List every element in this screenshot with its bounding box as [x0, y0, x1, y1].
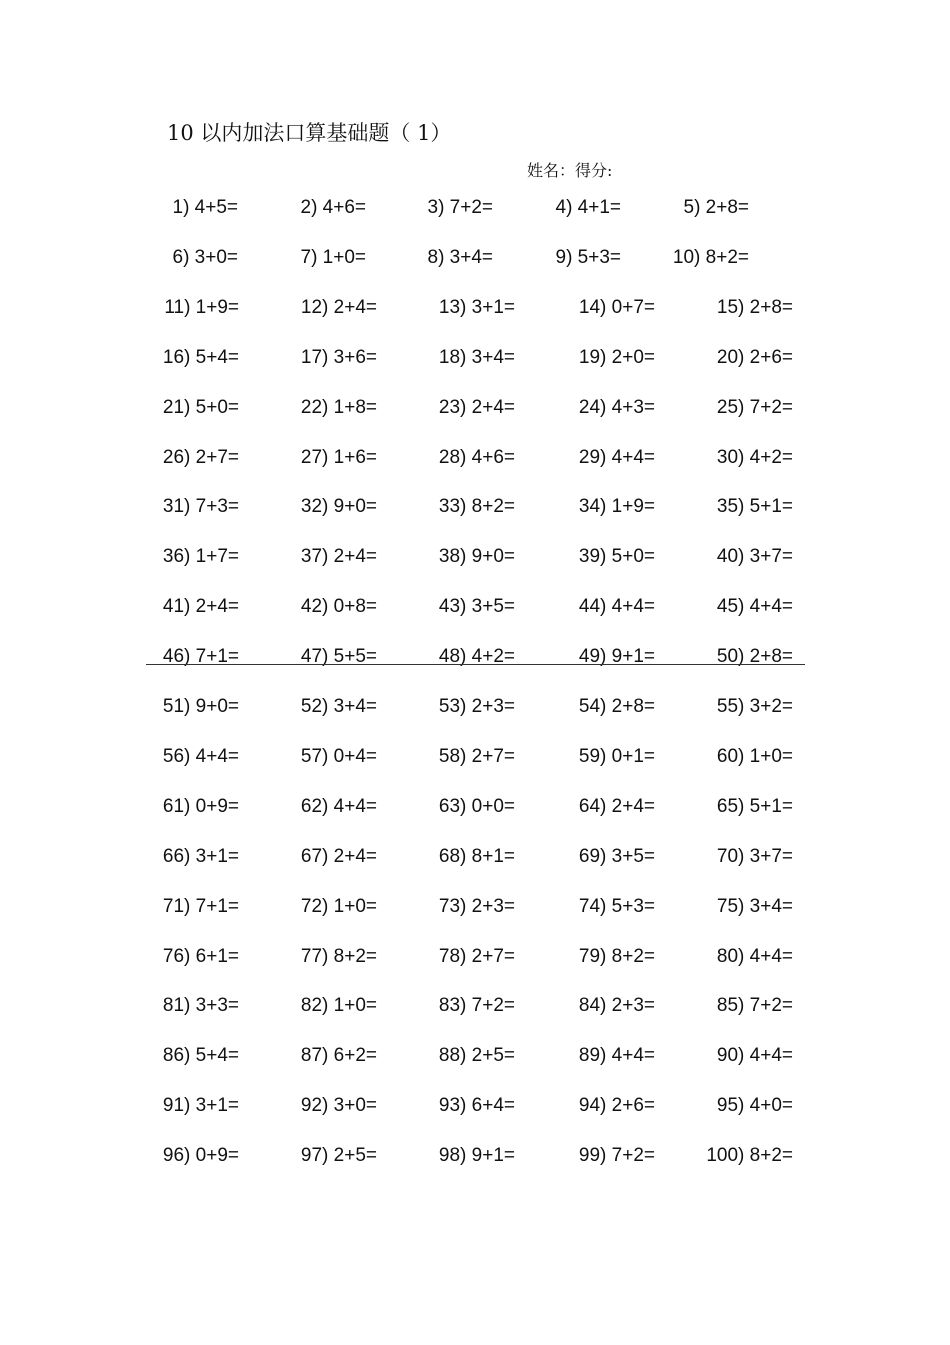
problem-item: 27) 1+6= — [300, 446, 377, 468]
problem-item: 63) 0+0= — [438, 795, 515, 817]
problem-row — [0, 343, 950, 373]
problem-item: 91) 3+1= — [162, 1095, 239, 1117]
problem-item: 73) 2+3= — [438, 895, 515, 917]
problem-item: 14) 0+7= — [578, 296, 655, 318]
problem-row — [0, 692, 950, 722]
problem-item: 43) 3+5= — [438, 596, 515, 618]
problem-item: 88) 2+5= — [438, 1045, 515, 1067]
problem-item: 26) 2+7= — [162, 446, 239, 468]
problem-row — [0, 542, 950, 572]
problem-item: 47) 5+5= — [300, 646, 377, 668]
problem-item: 89) 4+4= — [578, 1045, 655, 1067]
problem-row — [0, 842, 950, 872]
problem-item: 81) 3+3= — [162, 995, 239, 1017]
problem-row — [0, 443, 950, 473]
name-score-label: 姓名：得分: — [527, 161, 613, 180]
problem-item: 34) 1+9= — [578, 496, 655, 518]
problem-item: 97) 2+5= — [300, 1145, 377, 1167]
problem-item: 50) 2+8= — [716, 646, 793, 668]
problem-item: 56) 4+4= — [162, 745, 239, 767]
problem-item: 84) 2+3= — [578, 995, 655, 1017]
problem-item: 4) 4+1= — [555, 197, 621, 218]
problem-item: 1) 4+5= — [172, 197, 238, 218]
problem-item: 29) 4+4= — [578, 446, 655, 468]
problem-item: 22) 1+8= — [300, 396, 377, 418]
problem-item: 85) 7+2= — [716, 995, 793, 1017]
problem-item: 83) 7+2= — [438, 995, 515, 1017]
problem-item: 74) 5+3= — [578, 895, 655, 917]
problem-row — [0, 1141, 950, 1171]
problem-item: 99) 7+2= — [578, 1145, 655, 1167]
problem-row — [0, 742, 950, 772]
problem-item: 77) 8+2= — [300, 945, 377, 967]
problem-item: 15) 2+8= — [716, 296, 793, 318]
problem-item: 93) 6+4= — [438, 1095, 515, 1117]
problem-item: 8) 3+4= — [427, 246, 493, 268]
problem-row — [0, 293, 950, 323]
problem-item: 49) 9+1= — [578, 646, 655, 668]
problem-item: 80) 4+4= — [716, 945, 793, 967]
problem-row — [0, 592, 950, 622]
problem-row — [0, 942, 950, 972]
problem-row — [0, 642, 950, 672]
problem-row — [0, 193, 950, 223]
problem-row — [0, 892, 950, 922]
worksheet-title: 10 以内加法口算基础题（ 1） — [167, 121, 452, 145]
problem-row — [0, 1091, 950, 1121]
problem-item: 67) 2+4= — [300, 845, 377, 867]
problem-item: 25) 7+2= — [716, 396, 793, 418]
problem-row — [0, 1041, 950, 1071]
problem-item: 72) 1+0= — [300, 895, 377, 917]
problem-item: 95) 4+0= — [716, 1095, 793, 1117]
problem-item: 9) 5+3= — [555, 246, 621, 268]
problem-item: 39) 5+0= — [578, 546, 655, 568]
problem-row — [0, 243, 950, 273]
problem-item: 5) 2+8= — [683, 197, 749, 218]
divider-line — [146, 664, 805, 665]
problem-item: 24) 4+3= — [578, 396, 655, 418]
problem-item: 20) 2+6= — [716, 346, 793, 368]
problem-item: 70) 3+7= — [716, 845, 793, 867]
problem-item: 64) 2+4= — [578, 795, 655, 817]
problem-item: 53) 2+3= — [438, 696, 515, 717]
problem-item: 45) 4+4= — [716, 596, 793, 618]
problem-item: 23) 2+4= — [438, 396, 515, 418]
problem-item: 90) 4+4= — [716, 1045, 793, 1067]
problem-item: 19) 2+0= — [578, 346, 655, 368]
problem-item: 2) 4+6= — [300, 197, 366, 218]
problem-item: 66) 3+1= — [162, 845, 239, 867]
problem-item: 54) 2+8= — [578, 696, 655, 717]
problem-item: 35) 5+1= — [716, 496, 793, 518]
problem-item: 57) 0+4= — [300, 745, 377, 767]
problem-item: 46) 7+1= — [162, 646, 239, 668]
problem-item: 37) 2+4= — [300, 546, 377, 568]
problem-item: 87) 6+2= — [300, 1045, 377, 1067]
problem-item: 38) 9+0= — [438, 546, 515, 568]
problem-item: 71) 7+1= — [162, 895, 239, 917]
problem-item: 65) 5+1= — [716, 795, 793, 817]
problem-item: 92) 3+0= — [300, 1095, 377, 1117]
problem-item: 51) 9+0= — [162, 696, 239, 717]
problem-item: 98) 9+1= — [438, 1145, 515, 1167]
problem-item: 42) 0+8= — [300, 596, 377, 618]
problem-item: 7) 1+0= — [300, 246, 366, 268]
problem-item: 82) 1+0= — [300, 995, 377, 1017]
problem-row — [0, 792, 950, 822]
problem-item: 21) 5+0= — [162, 396, 239, 418]
problem-item: 36) 1+7= — [162, 546, 239, 568]
problem-item: 68) 8+1= — [438, 845, 515, 867]
problem-item: 10) 8+2= — [672, 246, 749, 268]
problem-item: 3) 7+2= — [427, 197, 493, 218]
problem-item: 11) 1+9= — [164, 296, 239, 318]
problem-item: 6) 3+0= — [172, 246, 238, 268]
problem-item: 33) 8+2= — [438, 496, 515, 518]
problem-row — [0, 991, 950, 1021]
problem-row — [0, 393, 950, 423]
problem-item: 76) 6+1= — [162, 945, 239, 967]
problem-item: 61) 0+9= — [162, 795, 239, 817]
problem-item: 17) 3+6= — [300, 346, 377, 368]
problem-item: 16) 5+4= — [162, 346, 239, 368]
problem-item: 94) 2+6= — [578, 1095, 655, 1117]
problem-item: 62) 4+4= — [300, 795, 377, 817]
problem-item: 79) 8+2= — [578, 945, 655, 967]
problem-item: 30) 4+2= — [716, 446, 793, 468]
problem-item: 31) 7+3= — [162, 496, 239, 518]
problem-item: 75) 3+4= — [716, 895, 793, 917]
problem-item: 32) 9+0= — [300, 496, 377, 518]
problem-item: 28) 4+6= — [438, 446, 515, 468]
problem-item: 59) 0+1= — [578, 745, 655, 767]
problem-item: 96) 0+9= — [162, 1145, 239, 1167]
problem-item: 41) 2+4= — [162, 596, 239, 618]
problem-item: 52) 3+4= — [300, 696, 377, 717]
problem-item: 100) 8+2= — [706, 1145, 793, 1167]
problem-item: 40) 3+7= — [716, 546, 793, 568]
problem-item: 58) 2+7= — [438, 745, 515, 767]
problem-row — [0, 492, 950, 522]
problem-item: 48) 4+2= — [438, 646, 515, 668]
problem-item: 12) 2+4= — [300, 296, 377, 318]
problem-item: 86) 5+4= — [162, 1045, 239, 1067]
problem-item: 13) 3+1= — [438, 296, 515, 318]
problem-item: 69) 3+5= — [578, 845, 655, 867]
problem-item: 60) 1+0= — [716, 745, 793, 767]
problem-item: 55) 3+2= — [716, 696, 793, 717]
problem-item: 18) 3+4= — [438, 346, 515, 368]
problem-item: 44) 4+4= — [578, 596, 655, 618]
problem-item: 78) 2+7= — [438, 945, 515, 967]
